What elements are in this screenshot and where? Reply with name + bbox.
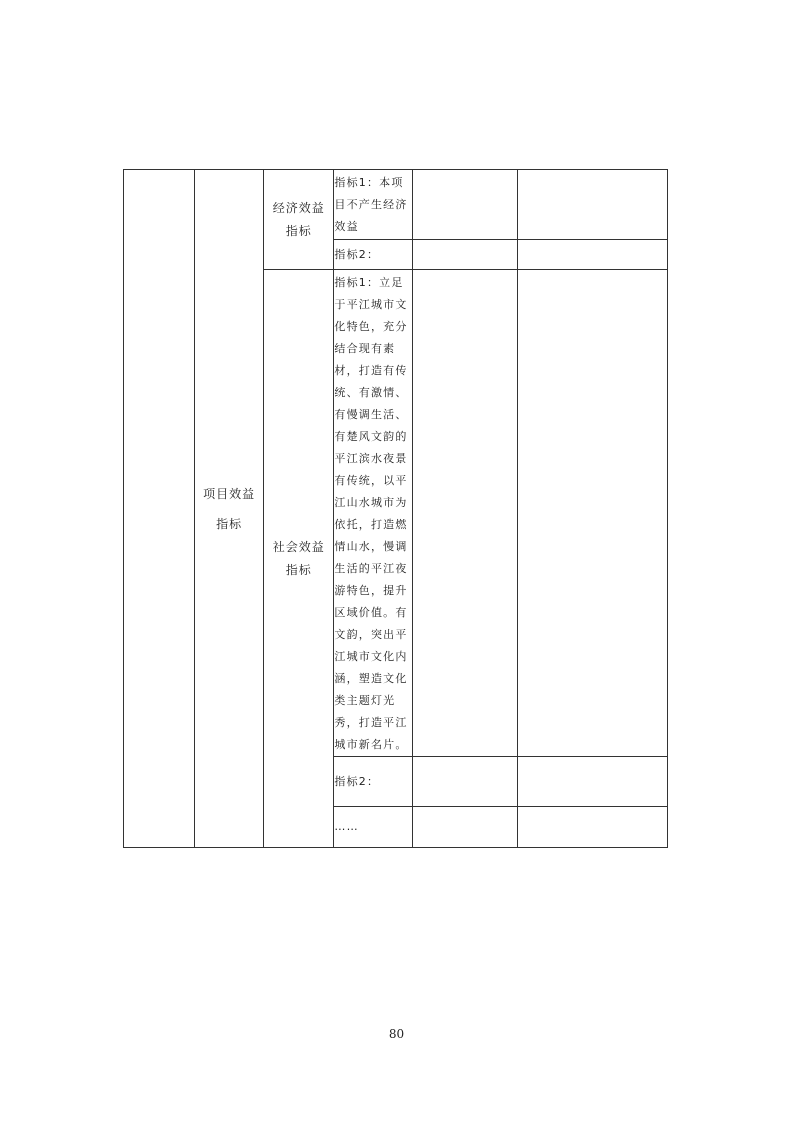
indicator-cell: 指标1：立足于平江城市文化特色，充分结合现有素材，打造有传统、有激情、有慢调生活、有楚风文韵的平江滨水夜景有传统，以平江山水城市为依托，打造燃情山水，慢调生活的平江夜游特色，提升区域价值。有文韵，突出平江城市文化内涵，塑造文化类主题灯光秀，打造平江城市新名片。 (334, 270, 412, 757)
page-number: 80 (388, 1027, 405, 1041)
indicator-cell: 指标2： (334, 240, 412, 270)
subcategory-cell-economic (264, 170, 334, 270)
subcategory-label-economic: 经济效益指标 (272, 200, 325, 238)
subcategory-label-social: 社会效益指标 (272, 539, 325, 577)
actual-value-cell (517, 807, 667, 848)
first-column-cell (124, 170, 195, 848)
performance-indicator-table (123, 169, 668, 848)
indicator-cell: …… (334, 807, 412, 848)
target-value-cell (412, 240, 517, 270)
indicator-cell: 指标2： (334, 757, 412, 807)
table-row (124, 170, 668, 240)
category-cell (195, 170, 264, 848)
actual-value-cell (517, 170, 667, 240)
target-value-cell (412, 757, 517, 807)
target-value-cell (412, 170, 517, 240)
target-value-cell (412, 270, 517, 757)
actual-value-cell (517, 240, 667, 270)
indicator-cell: 指标1：本项目不产生经济效益 (334, 170, 412, 240)
target-value-cell (412, 807, 517, 848)
actual-value-cell (517, 270, 667, 757)
category-label: 项目效益指标 (203, 486, 256, 531)
subcategory-cell-social (264, 270, 334, 848)
actual-value-cell (517, 757, 667, 807)
